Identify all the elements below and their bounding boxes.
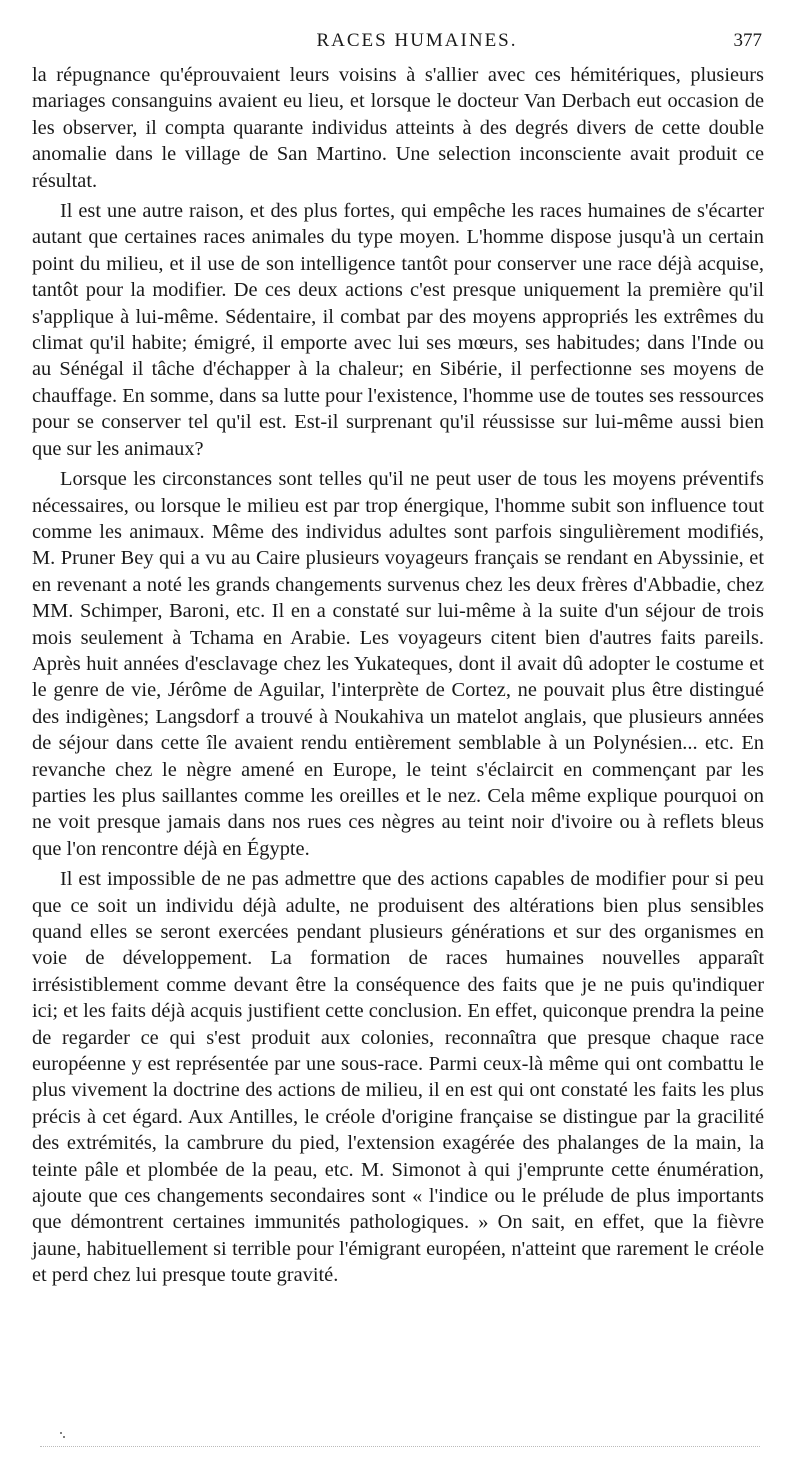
running-title: RACES HUMAINES.: [316, 30, 518, 51]
running-head: [32, 30, 762, 60]
paragraph-continued: la répugnance qu'éprouvaient leurs voisins à s'allier avec ces hémitériques, plusieurs mariages consanguins avaient eu lieu, et lorsque le docteur Van Derbach eut occasion de les observer, il compta quarante individus atteints à des degrés divers de cette double anomalie dans le village de San Martino. Une selection inconsciente avait produit ce résultat.: [32, 64, 764, 192]
scan-trace: [40, 1446, 760, 1448]
scan-speck: [60, 1432, 62, 1434]
page-number: 377: [733, 30, 762, 51]
scan-speck: [63, 1436, 65, 1438]
body-text: [32, 62, 764, 1289]
paragraph: Il est impossible de ne pas admettre que des actions capables de modifier pour si peu que ce soit un individu déjà adulte, ne produisent des altérations bien plus sensibles quand elles se seront exercées pendant plusieurs générations et sur des organismes en voie de développement. La formation de races humaines nouvelles apparaît irrésistiblement comme devant être la conséquence des faits que je ne puis qu'indiquer ici; et les faits déjà acquis justifient cette conclusion. En effet, quiconque prendra la peine de regarder ce qui s'est produit aux colonies, reconnaîtra que presque chaque race européenne y est représentée par une sous-race. Parmi ceux-là même qui ont combattu le plus vivement la doctrine des actions de milieu, il en est qui ont constaté les faits les plus précis à cet égard. Aux Antilles, le créole d'origine française se distingue par la gracilité des extrémités, la cambrure du pied, l'extension exagérée des phalanges de la main, la teinte pâle et plombée de la peau, etc. M. Simonot à qui j'emprunte cette énumération, ajoute que ces changements secondaires sont « l'indice ou le prélude de plus importants que démontrent certaines immunités pathologiques. » On sait, en effet, que la fièvre jaune, habituellement si terrible pour l'émigrant européen, n'atteint que rarement le créole et perd chez lui presque toute gravité.: [32, 868, 764, 1287]
paragraph: Il est une autre raison, et des plus fortes, qui empêche les races humaines de s'écarter autant que certaines races animales du type moyen. L'homme dispose jusqu'à un certain point du milieu, et il use de son intelligence tantôt pour conserver une race déjà acquise, tantôt pour la modifier. De ces deux actions c'est presque uniquement la première qu'il s'applique à lui-même. Sédentaire, il combat par des moyens appropriés les extrêmes du climat qu'il habite; émigré, il emporte avec lui ses mœurs, ses habitudes; dans l'Inde ou au Sénégal il tâche d'échapper à la chaleur; en Sibérie, il perfectionne ses moyens de chauffage. En somme, dans sa lutte pour l'existence, l'homme use de toutes ses ressources pour se conserver tel qu'il est. Est-il surprenant qu'il réussisse sur lui-même aussi bien que sur les animaux?: [32, 200, 764, 460]
paragraph: Lorsque les circonstances sont telles qu'il ne peut user de tous les moyens préventifs nécessaires, ou lorsque le milieu est par trop énergique, l'homme subit son influence tout comme les animaux. Même des individus adultes sont parfois singulièrement modifiés, M. Pruner Bey qui a vu au Caire plusieurs voyageurs français se rendant en Abyssinie, et en revenant a noté les grands changements survenus chez les deux frères d'Abbadie, chez MM. Schimper, Baroni, etc. Il en a constaté sur lui-même à la suite d'un séjour de trois mois seulement à Tchama en Arabie. Les voyageurs citent bien d'autres faits pareils. Après huit années d'esclavage chez les Yukateques, dont il avait dû adopter le costume et le genre de vie, Jérôme de Aguilar, l'interprète de Cortez, ne pouvait plus être distingué des indigènes; Langsdorf a trouvé à Noukahiva un matelot anglais, que plusieurs années de séjour dans cette île avaient rendu entièrement semblable à un Polynésien... etc. En revanche chez le nègre amené en Europe, le teint s'éclaircit en commençant par les parties les plus saillantes comme les oreilles et le nez. Cela même explique pourquoi on ne voit presque jamais dans nos rues ces nègres au teint noir d'ivoire ou à reflets bleus que l'on rencontre déjà en Égypte.: [32, 468, 764, 860]
scan-specks: [60, 1432, 70, 1442]
